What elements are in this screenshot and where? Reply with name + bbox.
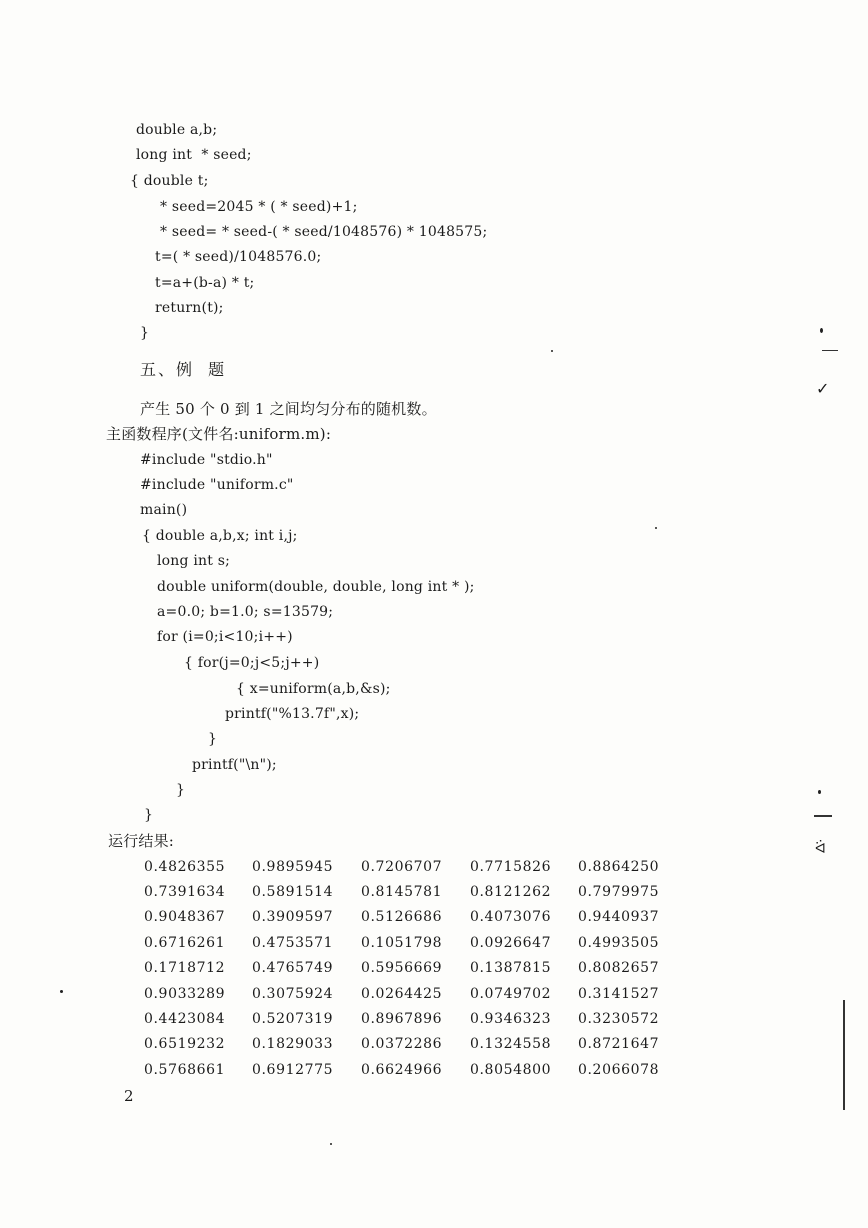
code-line: for (i=0;i<10;i++) [157,629,293,645]
main-program-label: 主函数程序(文件名:uniform.m): [106,425,332,443]
result-cell: 0.4073076 [470,909,552,925]
page-number: 2 [124,1087,134,1105]
section-heading: 五、例 题 [140,360,227,379]
code-line: t=a+(b-a) * t; [155,275,255,291]
code-line: #include "stdio.h" [140,452,273,468]
scan-mark [551,350,553,352]
code-line: return(t); [155,300,224,316]
result-cell: 0.9895945 [252,859,334,875]
result-cell: 0.1324558 [470,1036,552,1052]
code-line: long int s; [157,553,231,569]
result-cell: 0.6519232 [144,1036,226,1052]
result-cell: 0.9048367 [144,909,226,925]
result-cell: 0.4423084 [144,1011,226,1027]
code-line: a=0.0; b=1.0; s=13579; [157,604,334,620]
scan-mark [843,1000,845,1110]
code-line: double a,b; [136,122,218,138]
result-cell: 0.4993505 [578,935,660,951]
result-cell: 0.4826355 [144,859,226,875]
result-cell: 0.6624966 [361,1062,443,1078]
result-cell: 0.8864250 [578,859,660,875]
result-cell: 0.9346323 [470,1011,552,1027]
code-line: double uniform(double, double, long int * ); [157,579,475,595]
code-line: long int * seed; [136,147,252,163]
code-line: { for(j=0;j<5;j++) [184,655,320,671]
code-line: { x=uniform(a,b,&s); [236,681,391,697]
result-label: 运行结果: [108,832,175,850]
scan-mark [814,815,832,817]
code-line: } [144,807,154,823]
scan-mark [822,350,838,351]
result-cell: 0.7715826 [470,859,552,875]
code-line: } [208,731,218,747]
code-line: { double t; [130,173,209,189]
result-cell: 0.1051798 [361,935,443,951]
code-line: { double a,b,x; int i,j; [142,528,298,544]
result-cell: 0.0264425 [361,986,443,1002]
scan-mark [60,990,63,993]
code-line: * seed= * seed-( * seed/1048576) * 1048575; [160,224,488,240]
code-line: main() [140,502,188,518]
code-line: t=( * seed)/1048576.0; [155,249,322,265]
result-cell: 0.6912775 [252,1062,334,1078]
scan-mark: ᐛ [815,841,826,857]
result-cell: 0.4765749 [252,960,334,976]
result-cell: 0.1718712 [144,960,226,976]
result-cell: 0.8145781 [361,884,443,900]
scan-mark [820,328,823,333]
result-cell: 0.7206707 [361,859,443,875]
result-cell: 0.8054800 [470,1062,552,1078]
result-cell: 0.1387815 [470,960,552,976]
result-cell: 0.8082657 [578,960,660,976]
code-line: * seed=2045 * ( * seed)+1; [160,199,358,215]
scan-mark [655,527,657,529]
result-cell: 0.8721647 [578,1036,660,1052]
result-cell: 0.9033289 [144,986,226,1002]
result-cell: 0.6716261 [144,935,226,951]
result-cell: 0.4753571 [252,935,334,951]
result-cell: 0.0372286 [361,1036,443,1052]
result-cell: 0.7391634 [144,884,226,900]
problem-text: 产生 50 个 0 到 1 之间均匀分布的随机数。 [140,400,437,418]
scan-mark [330,1143,332,1145]
result-cell: 0.5768661 [144,1062,226,1078]
result-cell: 0.3230572 [578,1011,660,1027]
code-line: printf("%13.7f",x); [225,706,360,722]
result-cell: 0.0926647 [470,935,552,951]
result-cell: 0.5126686 [361,909,443,925]
result-cell: 0.3909597 [252,909,334,925]
result-cell: 0.0749702 [470,986,552,1002]
result-cell: 0.8967896 [361,1011,443,1027]
result-cell: 0.3075924 [252,986,334,1002]
result-cell: 0.5956669 [361,960,443,976]
result-cell: 0.2066078 [578,1062,660,1078]
scan-mark: ✓ [816,379,830,398]
result-cell: 0.1829033 [252,1036,334,1052]
code-line: printf("\n"); [192,757,277,773]
result-cell: 0.3141527 [578,986,660,1002]
result-cell: 0.7979975 [578,884,660,900]
scan-mark [818,790,821,794]
code-line: } [140,325,150,341]
result-cell: 0.9440937 [578,909,660,925]
code-line: } [176,782,186,798]
result-cell: 0.5207319 [252,1011,334,1027]
result-cell: 0.8121262 [470,884,552,900]
result-cell: 0.5891514 [252,884,334,900]
code-line: #include "uniform.c" [140,477,294,493]
